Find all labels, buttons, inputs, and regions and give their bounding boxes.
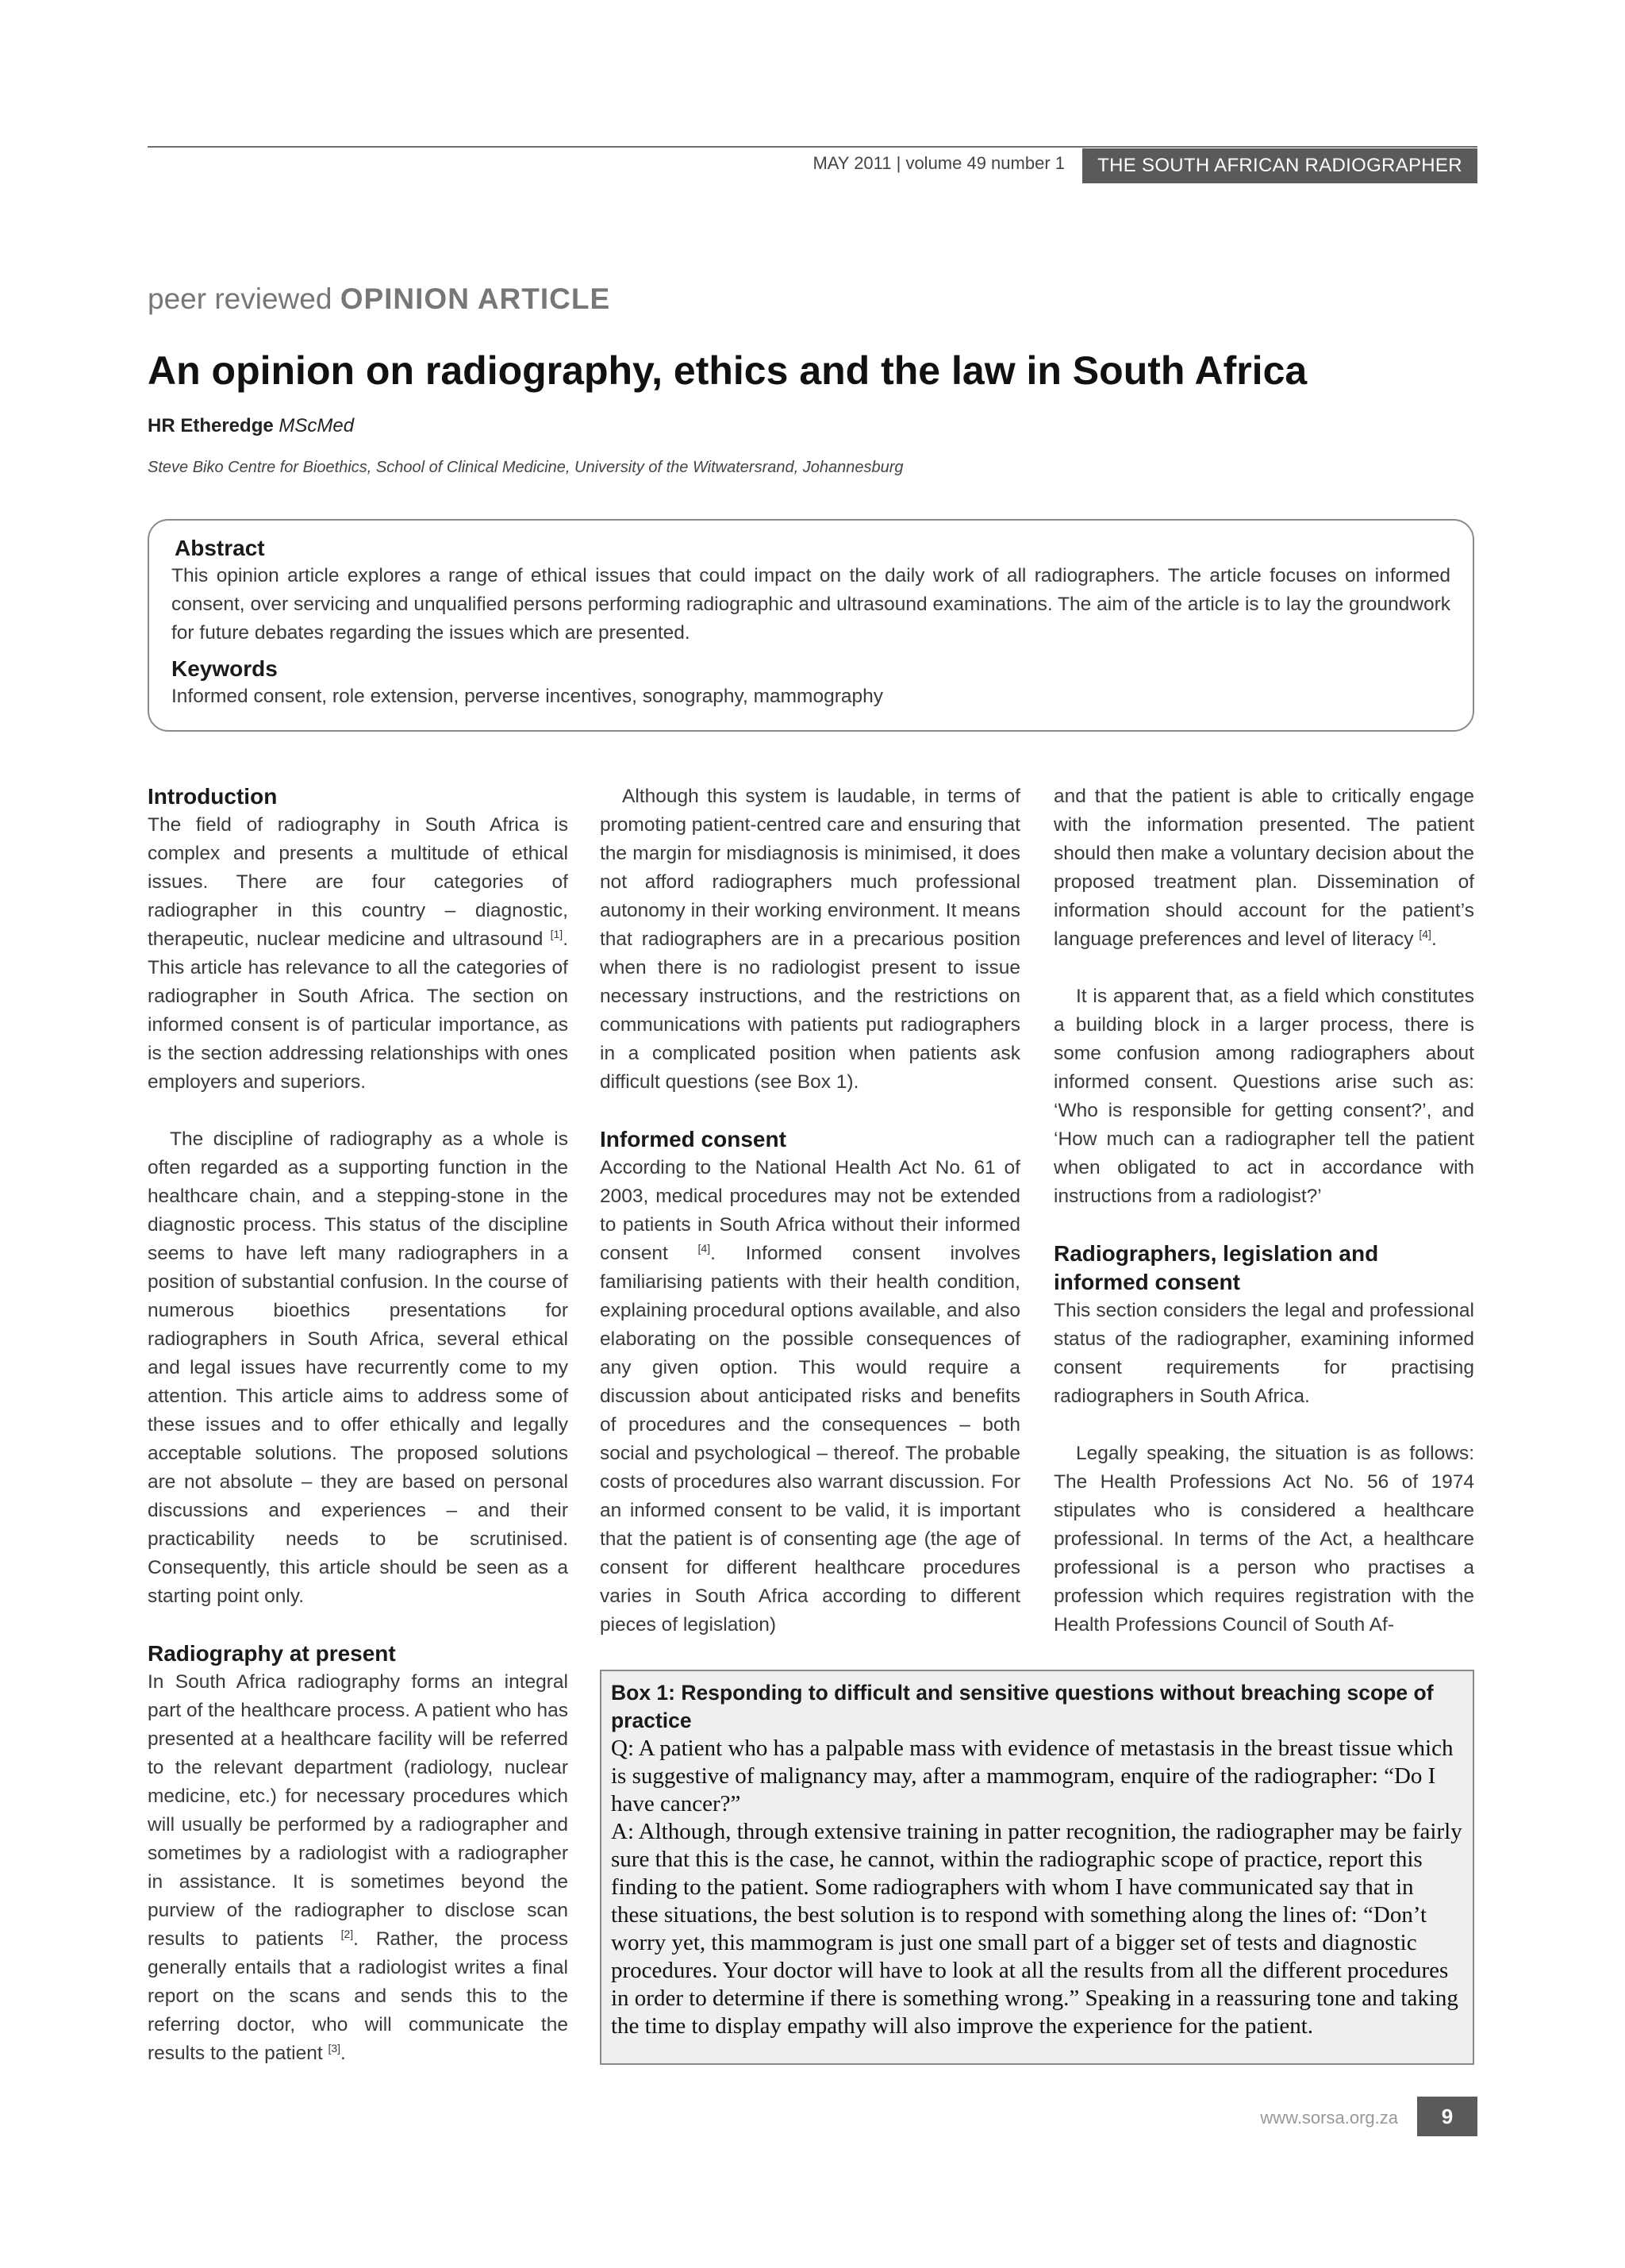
author-line <box>148 415 354 437</box>
article-type <box>148 283 610 316</box>
text-run: . Informed consent involves familiarising patients with their health condition, explaining procedural options available, and also elaborating on the possible consequences of any given option. This would require a discussion about anticipated risks and benefits of procedures and the consequences – both social and psychological – thereof. The probable costs of procedures also warrant discussion. For an informed consent to be valid, it is important that the patient is of consenting age (the age of consent for different healthcare procedures varies in South Africa according to different pieces of legislation) <box>600 1243 1020 1636</box>
citation-ref: [4] <box>697 1241 711 1255</box>
body-column-1 <box>148 782 568 2068</box>
abstract-heading: Abstract <box>175 536 265 560</box>
article-type-prefix: peer reviewed <box>148 283 332 315</box>
article-title: An opinion on radiography, ethics and the law in South Africa <box>148 348 1308 393</box>
citation-ref: [3] <box>328 2041 341 2055</box>
text-run: . Rather, the process generally entails that a radiologist writes a final report on the scans and sends this to the referring doctor, who will communicate the results to the patient <box>148 1928 568 2064</box>
citation-ref: [2] <box>340 1927 354 1940</box>
paragraph <box>600 1154 1020 1639</box>
paragraph <box>1054 782 1474 954</box>
paragraph: Although this system is laudable, in terms of promoting patient-centred care and ensuring that the margin for misdiagnosis is minimised, it does not afford radiographers much professional autonomy in their working environment. It means that radiographers are in a precarious position when there is no radiologist present to issue necessary instructions, and the restrictions on communications with patients put radiographers in a complicated position when patients ask difficult questions (see Box 1). <box>600 786 1020 1093</box>
text-run: According to the National Health Act No. 61 of 2003, medical procedures may not be extended to patients in South Africa without their informed consent <box>600 1157 1020 1264</box>
footer-url: www.sorsa.org.za <box>1260 2108 1398 2128</box>
article-type-label: OPINION ARTICLE <box>340 283 611 315</box>
page-number: 9 <box>1417 2097 1477 2136</box>
body-column-3 <box>1054 782 1474 1639</box>
journal-name: THE SOUTH AFRICAN RADIOGRAPHER <box>1082 148 1477 183</box>
text-run: . This article has relevance to all the categories of radiographer in South Africa. The section on informed consent is of particular importance, as is the section addressing relationships with ones employers and superiors. <box>148 928 568 1093</box>
section-heading-legislation <box>1054 1240 1474 1297</box>
section-heading-radiography-at-present: Radiography at present <box>148 1641 396 1666</box>
box-1-answer: A: Although, through extensive training in patter recognition, the radiographer may be fairly sure that this is the case, he cannot, within the radiographic scope of practice, report this finding to the patient. Some radiographers with whom I have communicated say that in these situations, the best solution is to respond with something along the lines of: “Don’t worry yet, this mammogram is just one small part of a bigger set of tests and diagnostic procedures. Your doctor will have to look at all the results from all the different procedures in order to determine if there is something wrong.” Speaking in a reassuring tone and taking the time to display empathy will also improve the experience for the patient. <box>611 1819 1462 2039</box>
issue-info: MAY 2011 | volume 49 number 1 <box>812 153 1065 173</box>
author-name: HR Etheredge <box>148 415 274 436</box>
text-run: and that the patient is able to critically engage with the information presented. The patient should then make a voluntary decision about the proposed treatment plan. Dissemination of information should account for the patient’s language preferences and level of literacy <box>1054 786 1474 950</box>
citation-ref: [4] <box>1419 927 1431 940</box>
text-run: The field of radiography in South Africa is complex and presents a multitude of ethical issues. There are four categories of radiographer in this country – diagnostic, therapeutic, nuclear medicine and ultrasound <box>148 814 568 950</box>
abstract-text: This opinion article explores a range of ethical issues that could impact on the daily work of all radiographers. The article focuses on informed consent, over servicing and unqualified persons performing radiographic and ultrasound examinations. The aim of the article is to lay the groundwork for future debates regarding the issues which are presented. <box>171 565 1450 644</box>
paragraph: This section considers the legal and professional status of the radiographer, examining informed consent requirements for practising radiographers in South Africa. <box>1054 1300 1474 1407</box>
text-run: . <box>1431 928 1437 950</box>
citation-ref: [1] <box>550 927 563 940</box>
section-heading-informed-consent: Informed consent <box>600 1127 786 1151</box>
paragraph: The discipline of radiography as a whole is often regarded as a supporting function in the healthcare chain, and a stepping-stone in the diagnostic process. This status of the discipline seems to have left many radiographers in a position of substantial confusion. In the course of numerous bioethics presentations for radiographers in South Africa, several ethical and legal issues have recurrently come to my attention. This article aims to address some of these issues and to offer ethically and legally acceptable solutions. The proposed solutions are not absolute – they are based on personal discussions and experiences – and their practicability needs to be scrutinised. Consequently, this article should be seen as a starting point only. <box>148 1128 568 1607</box>
heading-line: informed consent <box>1054 1270 1240 1294</box>
paragraph: Legally speaking, the situation is as follows: The Health Professions Act No. 56 of 1974 stipulates who is considered a healthcare professional. In terms of the Act, a healthcare professional is a person who practises a profession which requires registration with the Health Professions Council of South Af- <box>1054 1443 1474 1636</box>
keywords-text: Informed consent, role extension, perverse incentives, sonography, mammography <box>171 686 883 707</box>
keywords-heading: Keywords <box>171 656 278 681</box>
box-1-question: Q: A patient who has a palpable mass with evidence of metastasis in the breast tissue which is suggestive of malignancy may, after a mammogram, enquire of the radiographer: “Do I have cancer?” <box>611 1736 1454 1816</box>
text-run: In South Africa radiography forms an integral part of the healthcare process. A patient who has presented at a healthcare facility will be referred to the relevant department (radiology, nuclear medicine, etc.) for necessary procedures which will usually be performed by a radiographer and sometimes by a radiologist with a radiographer in assistance. It is sometimes beyond the purview of the radiographer to disclose scan results to patients <box>148 1671 568 1950</box>
paragraph: It is apparent that, as a field which constitutes a building block in a larger process, there is some confusion among radiographers about informed consent. Questions arise such as: ‘Who is responsible for getting consent?’, and ‘How much can a radiographer tell the patient when obligated to act in accordance with instructions from a radiologist?’ <box>1054 986 1474 1207</box>
box-1 <box>600 1670 1474 2065</box>
header-rule <box>148 146 1477 148</box>
text-run: . <box>340 2043 346 2064</box>
abstract-box <box>148 519 1474 732</box>
author-affiliation: Steve Biko Centre for Bioethics, School of Clinical Medicine, University of the Witwatersrand, Johannesburg <box>148 459 904 476</box>
paragraph <box>148 811 568 1097</box>
author-degree: MScMed <box>279 415 355 436</box>
paragraph <box>148 1668 568 2068</box>
box-1-title: Box 1: Responding to difficult and sensitive questions without breaching scope of practice <box>611 1681 1434 1732</box>
heading-line: Radiographers, legislation and <box>1054 1241 1379 1266</box>
body-column-2 <box>600 782 1020 1639</box>
section-heading-introduction: Introduction <box>148 784 278 809</box>
